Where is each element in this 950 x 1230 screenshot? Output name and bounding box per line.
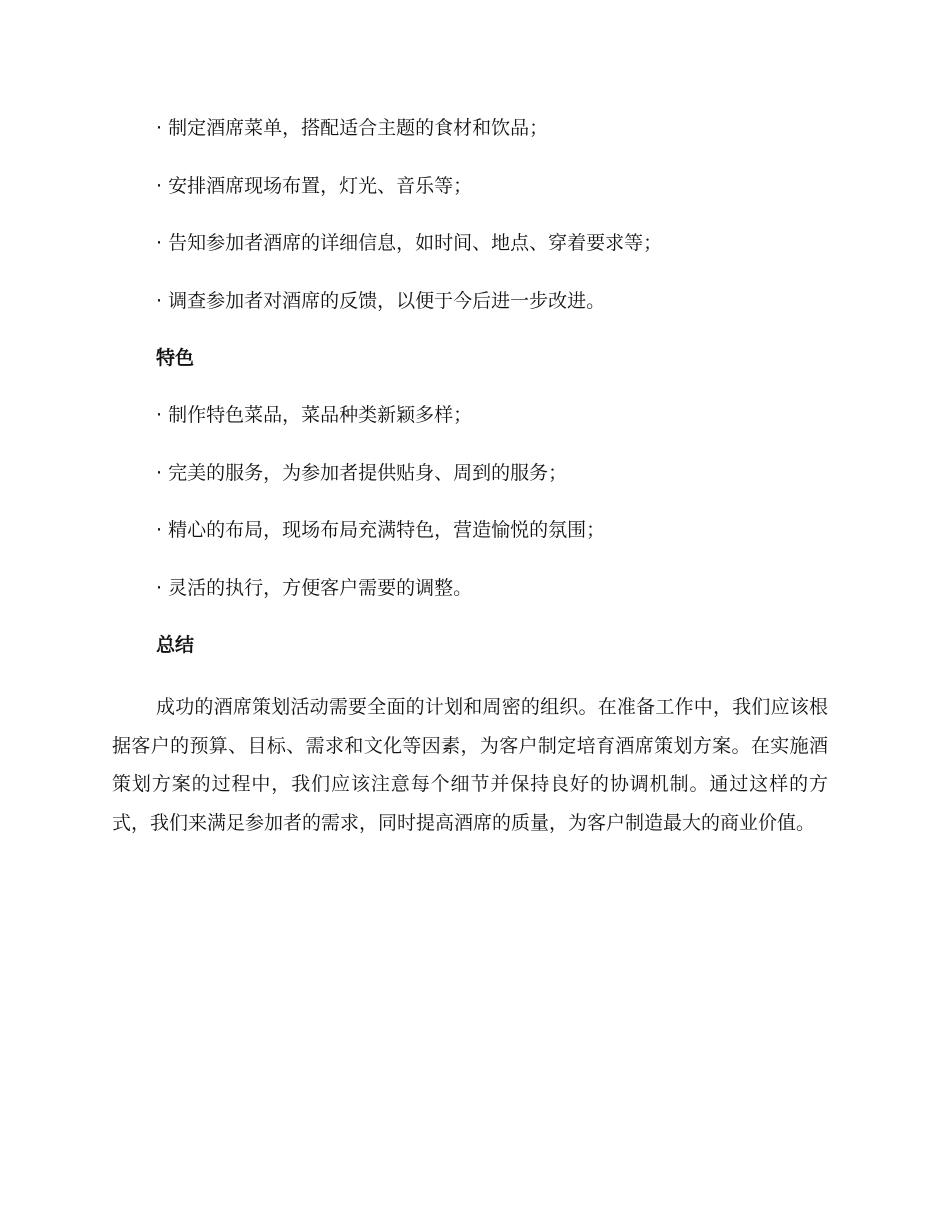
features-bullet-4: · 灵活的执行，方便客户需要的调整。: [156, 577, 473, 599]
features-bullet-3: · 精心的布局，现场布局充满特色，营造愉悦的氛围；: [156, 519, 606, 541]
features-bullet-1: · 制作特色菜品，菜品种类新颖多样；: [156, 404, 473, 426]
summary-paragraph: 成功的酒席策划活动需要全面的计划和周密的组织。在准备工作中，我们应该根据客户的预算、目标、需求和文化等因素，为客户制定培育酒席策划方案。在实施酒策划方案的过程中，我们应该注意每个细节并保持良好的协调机制。通过这样的方式，我们来满足参加者的需求，同时提高酒席的质量，为客户制造最大的商业价值。: [112, 696, 828, 834]
features-bullet-2: · 完美的服务，为参加者提供贴身、周到的服务；: [156, 462, 568, 484]
prep-bullet-3: · 告知参加者酒席的详细信息，如时间、地点、穿着要求等；: [156, 232, 663, 254]
summary-heading: 总结: [156, 634, 195, 656]
prep-bullet-2: · 安排酒席现场布置，灯光、音乐等；: [156, 175, 473, 197]
prep-bullet-4: · 调查参加者对酒席的反馈，以便于今后进一步改进。: [156, 290, 606, 312]
prep-bullet-1: · 制定酒席菜单，搭配适合主题的食材和饮品；: [156, 117, 549, 139]
features-heading: 特色: [156, 347, 195, 369]
